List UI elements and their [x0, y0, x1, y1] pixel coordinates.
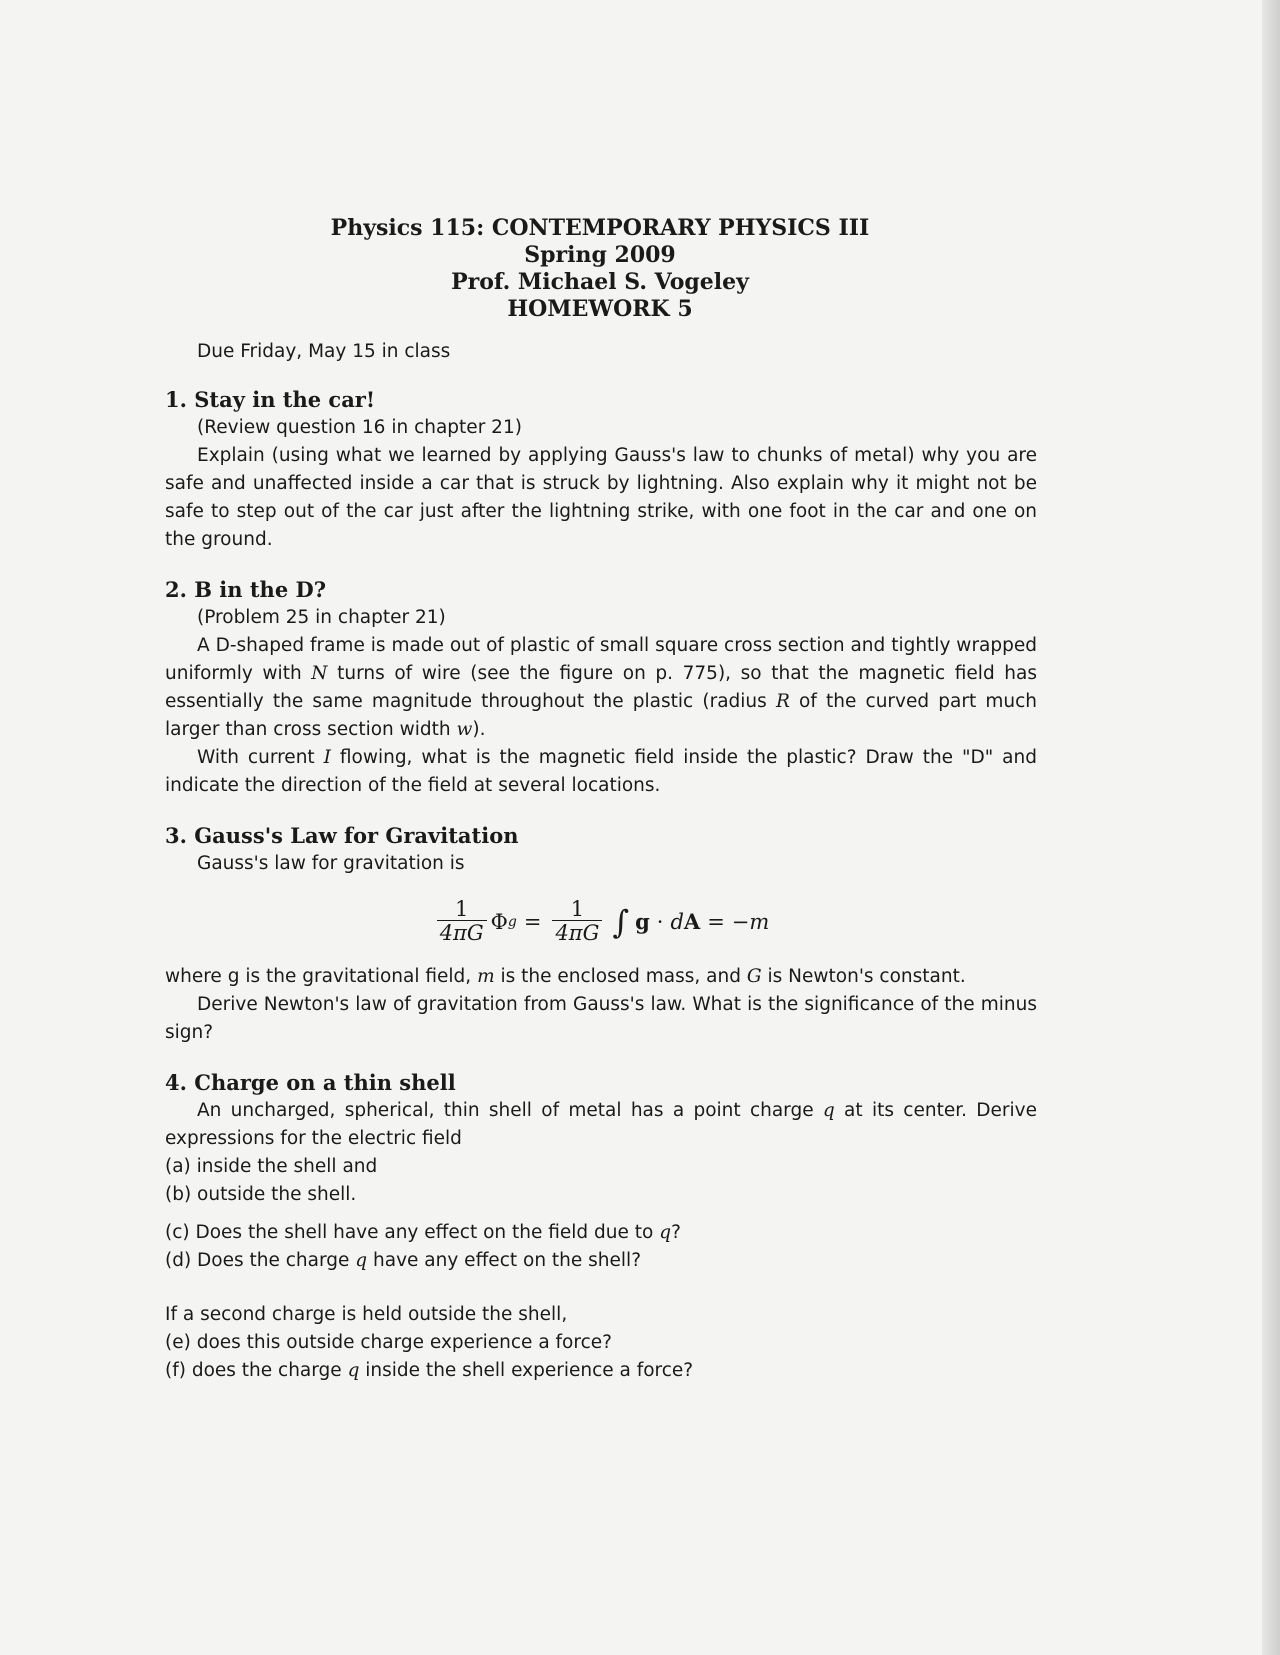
professor: Prof. Michael S. Vogeley: [451, 269, 749, 295]
text-span: is the enclosed mass, and: [494, 966, 747, 987]
question-2: [165, 576, 1037, 800]
document-header: [0, 215, 1200, 323]
question-4-part-d: [165, 1247, 1037, 1275]
due-date: Due Friday, May 15 in class: [197, 341, 451, 362]
term: Spring 2009: [524, 242, 676, 268]
dot-product: ·: [656, 909, 664, 934]
text-span: is Newton's constant.: [761, 966, 966, 987]
var-w: w: [456, 719, 473, 740]
text-span: (c) Does the shell have any effect on the field due to: [165, 1222, 660, 1243]
var-q: q: [355, 1250, 368, 1271]
text-span: where g is the gravitational field,: [165, 966, 478, 987]
text-span: at its center. Derive expressions for the electric field: [165, 1100, 1037, 1149]
integral-symbol: ∫: [612, 902, 630, 941]
fraction-right: [552, 898, 602, 945]
text-span: ?: [671, 1222, 681, 1243]
var-q: q: [659, 1222, 672, 1243]
fraction-denominator: 4πG: [437, 920, 487, 945]
fraction-denominator: 4πG: [552, 920, 602, 945]
text-span: have any effect on the shell?: [367, 1250, 642, 1271]
text-span: inside the shell experience a force?: [359, 1360, 694, 1381]
rhs-mass: −m: [731, 909, 770, 934]
text-span: (f) does the charge: [165, 1360, 348, 1381]
question-3-where: [165, 963, 1037, 991]
text-span: An uncharged, spherical, thin shell of metal has a point charge: [197, 1100, 823, 1121]
area-element: dA: [670, 908, 701, 934]
text-span: (d) Does the charge: [165, 1250, 356, 1271]
var-G: G: [746, 966, 762, 987]
question-2-paragraph-2: [165, 744, 1037, 800]
page-edge-shadow: [1262, 0, 1280, 1655]
text-span: With current: [197, 747, 324, 768]
question-2-reference: (Problem 25 in chapter 21): [197, 607, 446, 628]
question-1-body: Explain (using what we learned by applying Gauss's law to chunks of metal) why you are safe and unaffected inside a car that is struck by lightning. Also explain why it might not be safe to step out of the car just after the lightning strike, with one foot in the car and one on the ground.: [165, 445, 1037, 550]
equals-sign: =: [707, 909, 725, 934]
flux-subscript: g: [507, 913, 517, 930]
course-title: Physics 115: CONTEMPORARY PHYSICS III: [330, 215, 870, 241]
question-4-part-b: (b) outside the shell.: [165, 1184, 357, 1205]
var-I: I: [323, 747, 331, 768]
question-2-title: 2. B in the D?: [165, 577, 327, 602]
document-body: [165, 338, 1037, 1407]
assignment-title: HOMEWORK 5: [507, 296, 693, 322]
text-span: A D-shaped frame is made out of plastic of small square cross section and tightly wrapped uniformly with: [165, 635, 1037, 684]
equals-sign: =: [523, 909, 542, 934]
g-vector: g: [635, 908, 650, 934]
question-4-intro: [165, 1097, 1037, 1153]
question-3-derive: Derive Newton's law of gravitation from Gauss's law. What is the significance of the minus sign?: [165, 994, 1037, 1043]
text-span: turns of wire (see the figure on p. 775), so that the magnetic field has essentially the same magnitude throughout the plastic (radius: [165, 663, 1037, 712]
question-4-part-e: (e) does this outside charge experience a force?: [165, 1332, 612, 1353]
question-1: [165, 386, 1037, 554]
fraction-numerator: 1: [454, 897, 469, 921]
question-3-intro: Gauss's law for gravitation is: [197, 853, 465, 874]
question-4-part-a: (a) inside the shell and: [165, 1156, 378, 1177]
question-4: [165, 1069, 1037, 1385]
question-4-second-charge: If a second charge is held outside the shell,: [165, 1304, 568, 1325]
question-4-title: 4. Charge on a thin shell: [165, 1070, 456, 1095]
var-m: m: [477, 966, 495, 987]
var-q: q: [347, 1360, 360, 1381]
var-R: R: [775, 691, 790, 712]
text-span: of the curved part much larger than cross section width: [165, 691, 1037, 740]
flux-symbol: Φ: [490, 909, 508, 934]
var-q: q: [822, 1100, 835, 1121]
var-N: N: [311, 663, 328, 684]
question-3-title: 3. Gauss's Law for Gravitation: [165, 823, 519, 848]
question-1-reference: (Review question 16 in chapter 21): [197, 417, 522, 438]
question-4-part-f: [165, 1357, 1037, 1385]
question-4-part-c: [165, 1219, 1037, 1247]
question-2-paragraph-1: [165, 632, 1037, 744]
text-span: flowing, what is the magnetic field inside the plastic? Draw the "D" and indicate the direction of the field at several locations.: [165, 747, 1037, 796]
gauss-gravitation-equation: [165, 898, 1037, 945]
text-span: ).: [472, 719, 486, 740]
fraction-left: [437, 898, 487, 945]
question-1-title: 1. Stay in the car!: [165, 387, 376, 412]
fraction-numerator: 1: [570, 897, 585, 921]
question-3: [165, 822, 1037, 1047]
